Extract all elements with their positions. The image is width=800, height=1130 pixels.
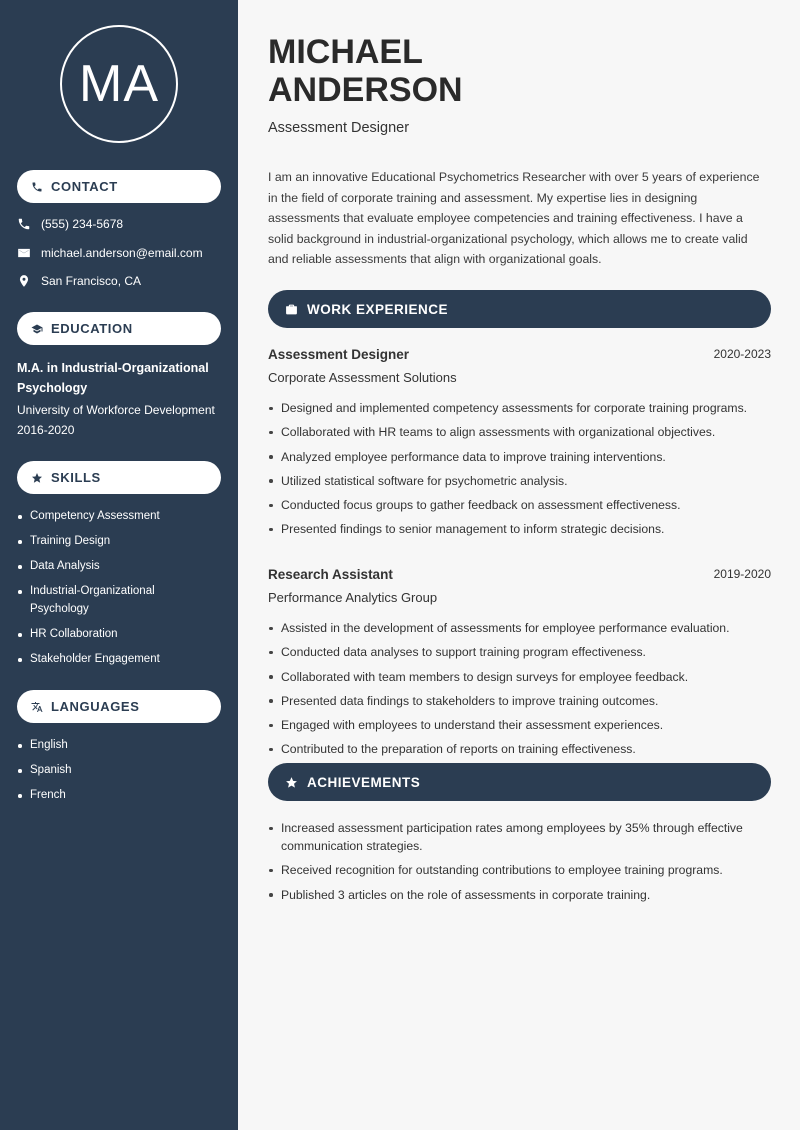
skill-item: Data Analysis <box>17 557 227 575</box>
job-bullet: Analyzed employee performance data to improve training interventions. <box>268 448 771 466</box>
job-company: Performance Analytics Group <box>268 590 438 605</box>
job-role: Assessment Designer <box>268 347 410 362</box>
star-icon <box>31 472 43 484</box>
skills-heading: SKILLS <box>17 461 221 494</box>
email-icon <box>17 246 31 260</box>
skill-item: Stakeholder Engagement <box>17 650 227 668</box>
contact-location: San Francisco, CA <box>17 274 141 288</box>
job-bullet: Contributed to the preparation of reports on training effectiveness. <box>268 740 771 758</box>
location-pin-icon <box>17 274 31 288</box>
skill-item: Competency Assessment <box>17 507 227 525</box>
language-item: Spanish <box>17 761 227 779</box>
education-heading: EDUCATION <box>17 312 221 345</box>
contact-phone: (555) 234-5678 <box>17 217 123 231</box>
skill-item: HR Collaboration <box>17 625 227 643</box>
job-dates: 2019-2020 <box>713 567 771 581</box>
job-bullet: Designed and implemented competency assessments for corporate training programs. <box>268 399 771 417</box>
job-bullet: Collaborated with team members to design surveys for employee feedback. <box>268 668 771 686</box>
job-bullet: Utilized statistical software for psychometric analysis. <box>268 472 771 490</box>
job-bullet: Conducted data analyses to support training program effectiveness. <box>268 643 771 661</box>
job-company: Corporate Assessment Solutions <box>268 370 457 385</box>
contact-heading: CONTACT <box>17 170 221 203</box>
languages-heading: LANGUAGES <box>17 690 221 723</box>
achievement-item: Increased assessment participation rates among employees by 35% through effective communication strategies. <box>268 819 768 855</box>
job-bullet: Engaged with employees to understand their assessment experiences. <box>268 716 771 734</box>
education-school: University of Workforce Development <box>17 403 215 417</box>
education-degree: M.A. in Industrial-Organizational Psychology <box>17 361 209 395</box>
language-item: English <box>17 736 227 754</box>
phone-icon <box>31 181 43 193</box>
achievement-item: Published 3 articles on the role of assessments in corporate training. <box>268 886 771 904</box>
job-bullet: Presented findings to senior management to inform strategic decisions. <box>268 520 771 538</box>
language-item: French <box>17 786 227 804</box>
job-bullet: Collaborated with HR teams to align assessments with organizational objectives. <box>268 423 771 441</box>
achievements-section <box>268 805 771 910</box>
skill-item: Training Design <box>17 532 227 550</box>
job-bullet: Assisted in the development of assessments for employee performance evaluation. <box>268 619 771 637</box>
summary: I am an innovative Educational Psychometrics Researcher with over 5 years of experience in the field of corporate training and assessment. My expertise lies in designing assessments that evaluate employee competencies and training effectiveness. I have a solid background in industrial-organizational psychology, which allows me to create valid and reliable assessments that align with organizational goals. <box>268 170 760 267</box>
education-dates: 2016-2020 <box>17 423 75 437</box>
contact-email: michael.anderson@email.com <box>17 246 203 260</box>
sidebar <box>0 0 238 1130</box>
full-name: MICHAEL ANDERSON <box>268 33 463 109</box>
achievements-heading: ACHIEVEMENTS <box>268 763 771 801</box>
job-entry <box>268 347 771 545</box>
briefcase-icon <box>285 303 298 316</box>
achievement-item: Received recognition for outstanding contributions to employee training programs. <box>268 861 771 879</box>
skills-list <box>17 507 227 675</box>
languages-list <box>17 736 227 811</box>
job-role: Research Assistant <box>268 567 393 582</box>
job-dates: 2020-2023 <box>713 347 771 361</box>
avatar-initials: MA <box>60 25 178 143</box>
job-title: Assessment Designer <box>268 120 410 136</box>
job-entry <box>268 567 771 765</box>
graduation-cap-icon <box>31 323 43 335</box>
job-bullet: Presented data findings to stakeholders to improve training outcomes. <box>268 692 771 710</box>
job-bullet: Conducted focus groups to gather feedback on assessment effectiveness. <box>268 496 771 514</box>
star-icon <box>285 776 298 789</box>
translate-icon <box>31 701 43 713</box>
work-experience-heading: WORK EXPERIENCE <box>268 290 771 328</box>
phone-icon <box>17 217 31 231</box>
skill-item: Industrial-Organizational Psychology <box>17 582 177 618</box>
